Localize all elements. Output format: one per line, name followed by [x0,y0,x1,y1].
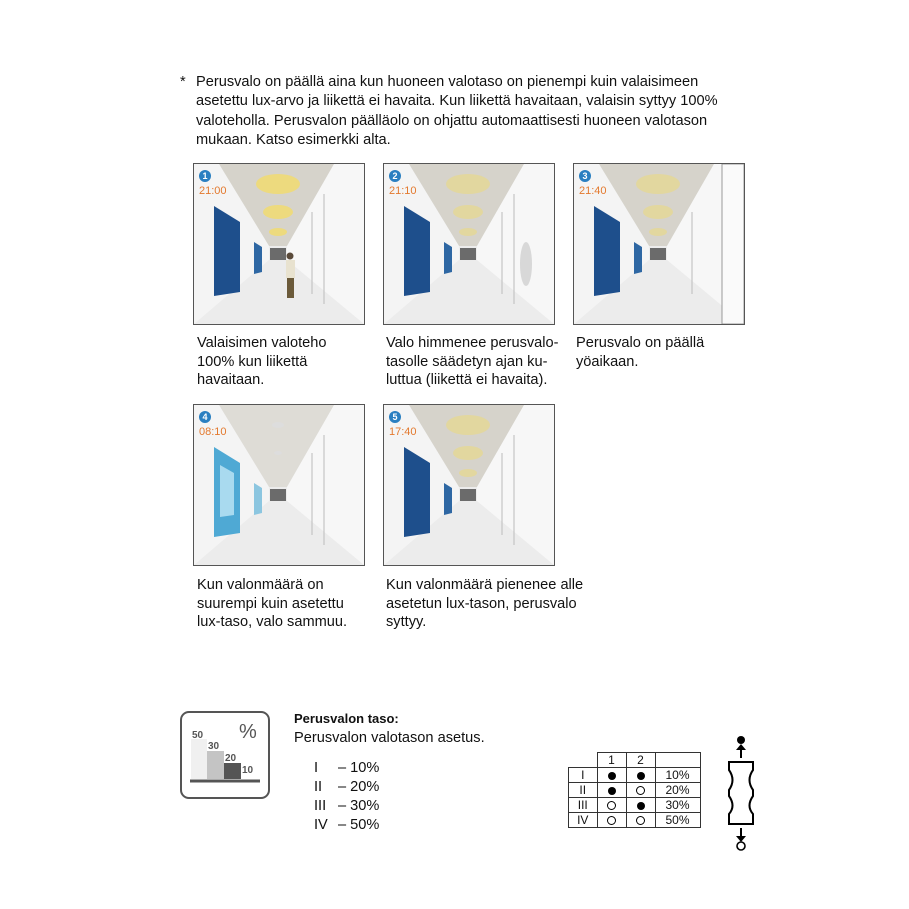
scene-caption-4 [197,576,387,632]
level-roman: III [314,798,327,814]
corridor-scene-1 [193,163,365,325]
base-level-list [314,759,379,835]
level-row [314,759,379,778]
caption-line: havaitaan. [197,372,265,388]
table-row [569,798,701,813]
dip-switch-icon [724,734,758,854]
scene-caption-1 [197,334,387,390]
level-row [314,797,379,816]
column-header: 2 [626,753,655,768]
percent-sign: % [239,721,257,743]
row-percent: 30% [655,798,700,813]
level-value: – 20% [338,779,380,795]
caption-line: Kun valonmäärä on [197,577,324,593]
caption-line: tasolle säädetyn ajan ku- [386,353,548,370]
intro-line: valoteholla. Perusvalon päälläolo on ohjattu automaattisesti huoneen valotason [196,112,708,129]
row-percent: 20% [655,783,700,798]
level-value: – 50% [338,817,380,833]
switch-off-indicator [607,816,616,825]
level-row [314,778,379,797]
intro-line: Perusvalo on päällä aina kun huoneen valotaso on pienempi kuin valaisimeen [196,74,699,90]
caption-line: luttua (liikettä ei havaita). [386,372,548,388]
switch-off-indicator [607,801,616,810]
scene-time: 08:10 [199,426,227,438]
step-badge: 4 [199,411,211,423]
corridor-scene-3 [573,163,745,325]
row-roman: I [569,768,598,783]
corridor-scene-2 [383,163,555,325]
bar-levels-icon [182,713,268,797]
corridor-scene-4 [193,404,365,566]
intro-line: mukaan. Katso esimerkki alta. [196,132,391,149]
table-row [569,813,701,828]
switch-on-indicator [608,772,616,780]
bar-label: 50 [192,730,204,741]
scene-caption-2 [386,334,576,390]
footnote-marker: * [180,74,186,90]
caption-line: Kun valonmäärä pienenee alle [386,577,584,593]
caption-line: lux-taso, valo sammuu. [197,614,348,630]
row-percent: 10% [655,768,700,783]
step-badge: 1 [199,170,211,182]
level-roman: II [314,779,323,795]
scene-caption-5 [386,576,606,632]
scene-caption-3 [576,334,766,371]
base-level-icon [180,711,270,799]
level-value: – 10% [338,760,380,776]
step-badge: 2 [389,170,401,182]
row-roman: III [569,798,598,813]
switch-on-indicator [608,787,616,795]
scene-time: 21:40 [579,185,607,197]
scene-time: 21:00 [199,185,227,197]
level-roman: IV [314,817,328,833]
step-badge: 3 [579,170,591,182]
caption-line: Valaisimen valoteho [197,335,327,351]
bar-label: 10 [242,765,254,776]
table-row [569,783,701,798]
switch-on-indicator [637,772,645,780]
dip-switch-table [568,752,701,828]
level-roman: I [314,760,319,776]
caption-line: asetetun lux-tason, perusvalo [386,595,577,612]
level-value: – 30% [338,798,380,814]
row-roman: II [569,783,598,798]
scene-time: 17:40 [389,426,417,438]
caption-line: Perusvalo on päällä [576,335,705,351]
base-level-subtitle: Perusvalon valotason asetus. [294,730,485,746]
caption-line: suurempi kuin asetettu [197,595,344,612]
table-header-row [569,753,701,768]
caption-line: yöaikaan. [576,353,639,370]
scene-time: 21:10 [389,185,417,197]
bar-label: 20 [225,753,237,764]
column-header: 1 [597,753,626,768]
intro-line: asetettu lux-arvo ja liikettä ei havaita. Kun liikettä havaitaan, valaisin syttyy 100% [196,93,718,110]
switch-off-indicator [636,786,645,795]
level-row [314,816,379,835]
row-percent: 50% [655,813,700,828]
base-level-title: Perusvalon taso: [294,711,399,726]
caption-line: 100% kun liikettä [197,353,308,370]
intro-paragraph [180,73,760,151]
corridor-scene-5 [383,404,555,566]
switch-on-indicator [637,802,645,810]
row-roman: IV [569,813,598,828]
caption-line: Valo himmenee perusvalo- [386,335,559,351]
step-badge: 5 [389,411,401,423]
switch-off-indicator [636,816,645,825]
table-row [569,768,701,783]
bar-label: 30 [208,741,220,752]
caption-line: syttyy. [386,614,427,630]
